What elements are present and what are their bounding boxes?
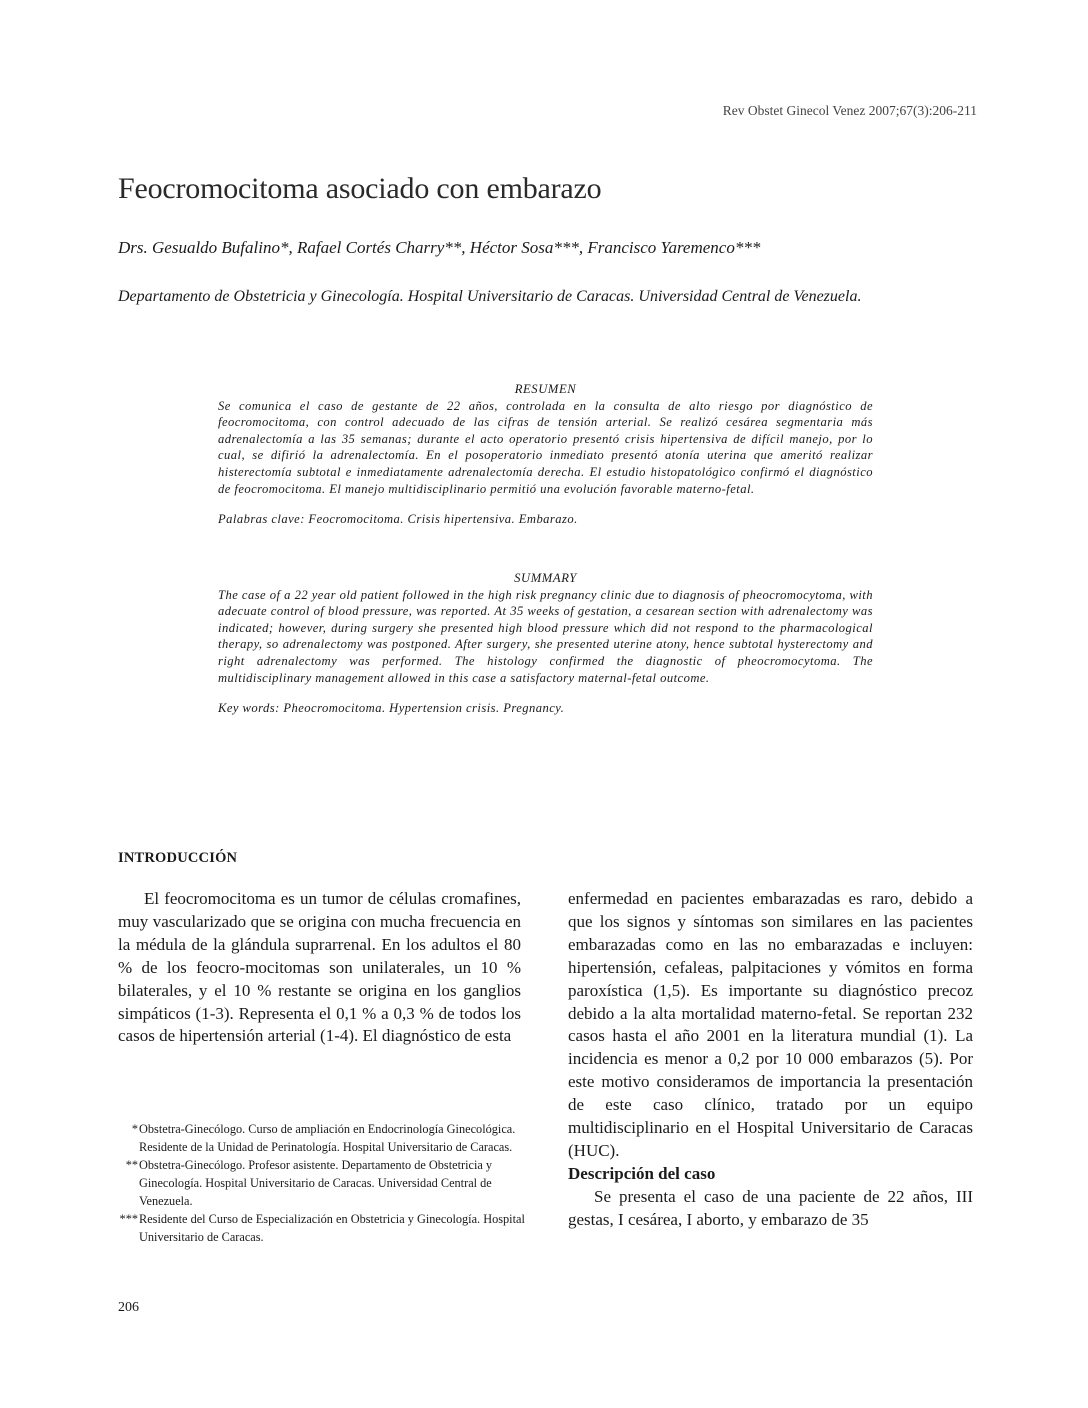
resumen-heading: RESUMEN (514, 382, 577, 396)
introduccion-heading: INTRODUCCIÓN (118, 850, 238, 866)
descripcion-heading: Descripción del caso (568, 1163, 716, 1183)
author-list: Drs. Gesualdo Bufalino*, Rafael Cortés Charry**, Héctor Sosa***, Francisco Yaremenco*** (118, 238, 761, 257)
resumen-text: Se comunica el caso de gestante de 22 años, controlada en la consulta de alto riesgo por diagnóstico de feocromocitoma, con control adecuado de las cifras de tensión arterial. Se realizó cesárea segmentaria más adrenalectomía a las 35 semanas; durante el acto operatorio presentó crisis hipertensiva de difícil manejo, por lo cual, se difirió la adrenalectomía. En el posoperatorio inmediato presentó atonía uterina que ameritó realizar histerectomía subtotal e inmediatamente adrenalectomía derecha. El estudio histopatológico confirmó el diagnóstico de feocromocitoma. El manejo multidisciplinario permitió una evolución favorable materno-fetal. (218, 398, 873, 496)
page-number: 206 (118, 1300, 139, 1315)
resumen-block (218, 381, 873, 528)
footnote-text: Obstetra-Ginecólogo. Profesor asistente. Departamento de Obstetricia y Ginecología. Hospital Universitario de Caracas. Universidad Central de Venezuela. (139, 1158, 493, 1208)
descripcion-paragraph: Se presenta el caso de una paciente de 22 años, III gestas, I cesárea, I aborto, y embarazo de 35 (568, 1186, 973, 1229)
journal-citation: Rev Obstet Ginecol Venez 2007;67(3):206-211 (722, 103, 977, 118)
resumen-keywords: Palabras clave: Feocromocitoma. Crisis hipertensiva. Embarazo. (218, 512, 578, 527)
footnote-mark: ** (125, 1158, 138, 1172)
summary-text: The case of a 22 year old patient followed in the high risk pregnancy clinic due to diagnosis of pheocromocytoma, with adecuate control of blood pressure, was reported. At 35 weeks of gestation, a cesarean section with adrenalectomy was indicated; however, during surgery she presented high blood pressure which did not respond to the pharmacological therapy, so adrenalectomy was postponed. After surgery, she presented uterine atony, hence subtotal hysterectomy and right adrenalectomy was performed. The histology confirmed the diagnostic of pheocromocytoma. The multidisciplinary management allowed in this case a satisfactory maternal-fetal outcome. (218, 587, 873, 685)
footnote-text: Obstetra-Ginecólogo. Curso de ampliación en Endocrinología Ginecológica. Residente de la Unidad de Perinatología. Hospital Universitario de Caracas. (139, 1122, 516, 1154)
introduccion-paragraph-continued: enfermedad en pacientes embarazadas es raro, debido a que los signos y síntomas son similares en las pacientes embarazadas como en las no embarazadas e incluyen: hipertensión, cefaleas, palpitaciones y vómitos en forma paroxística (1,5). Es importante su diagnóstico precoz debido a la alta mortalidad materno-fetal. Se reportan 232 casos hasta el año 2001 en la literatura mundial (1). La incidencia es menor a 0,2 por 10 000 embarazos (5). Por este motivo consideramos de importancia la presentación de este caso clínico, tratado por un equipo multidisciplinario en el Hospital Universitario de Caracas (HUC). (568, 889, 973, 1160)
right-column (568, 888, 973, 1232)
footnotes (118, 1120, 528, 1246)
footnote (118, 1210, 528, 1246)
footnote (118, 1156, 528, 1210)
footnote-mark: *** (119, 1212, 138, 1226)
footnote (118, 1120, 528, 1156)
summary-heading: SUMMARY (514, 571, 577, 585)
introduccion-paragraph: El feocromocitoma es un tumor de células cromafines, muy vascularizado que se origina con mucha frecuencia en la médula de la glándula suprarrenal. En los adultos el 80 % de los feocro-mocitomas son unilaterales, un 10 % bilaterales, y el 10 % restante se origina en los ganglios simpáticos (1-3). Representa el 0,1 % a 0,3 % de todos los casos de hipertensión arterial (1-4). El diagnóstico de esta (118, 889, 521, 1046)
article-title: Feocromocitoma asociado con embarazo (118, 172, 602, 205)
left-column (118, 888, 521, 1048)
author-affiliation: Departamento de Obstetricia y Ginecología. Hospital Universitario de Caracas. Universidad Central de Venezuela. (118, 288, 862, 305)
summary-keywords: Key words: Pheocromocitoma. Hypertension crisis. Pregnancy. (218, 701, 565, 716)
summary-block (218, 570, 873, 717)
footnote-text: Residente del Curso de Especialización en Obstetricia y Ginecología. Hospital Universitario de Caracas. (139, 1212, 525, 1244)
footnote-mark: * (131, 1122, 138, 1136)
